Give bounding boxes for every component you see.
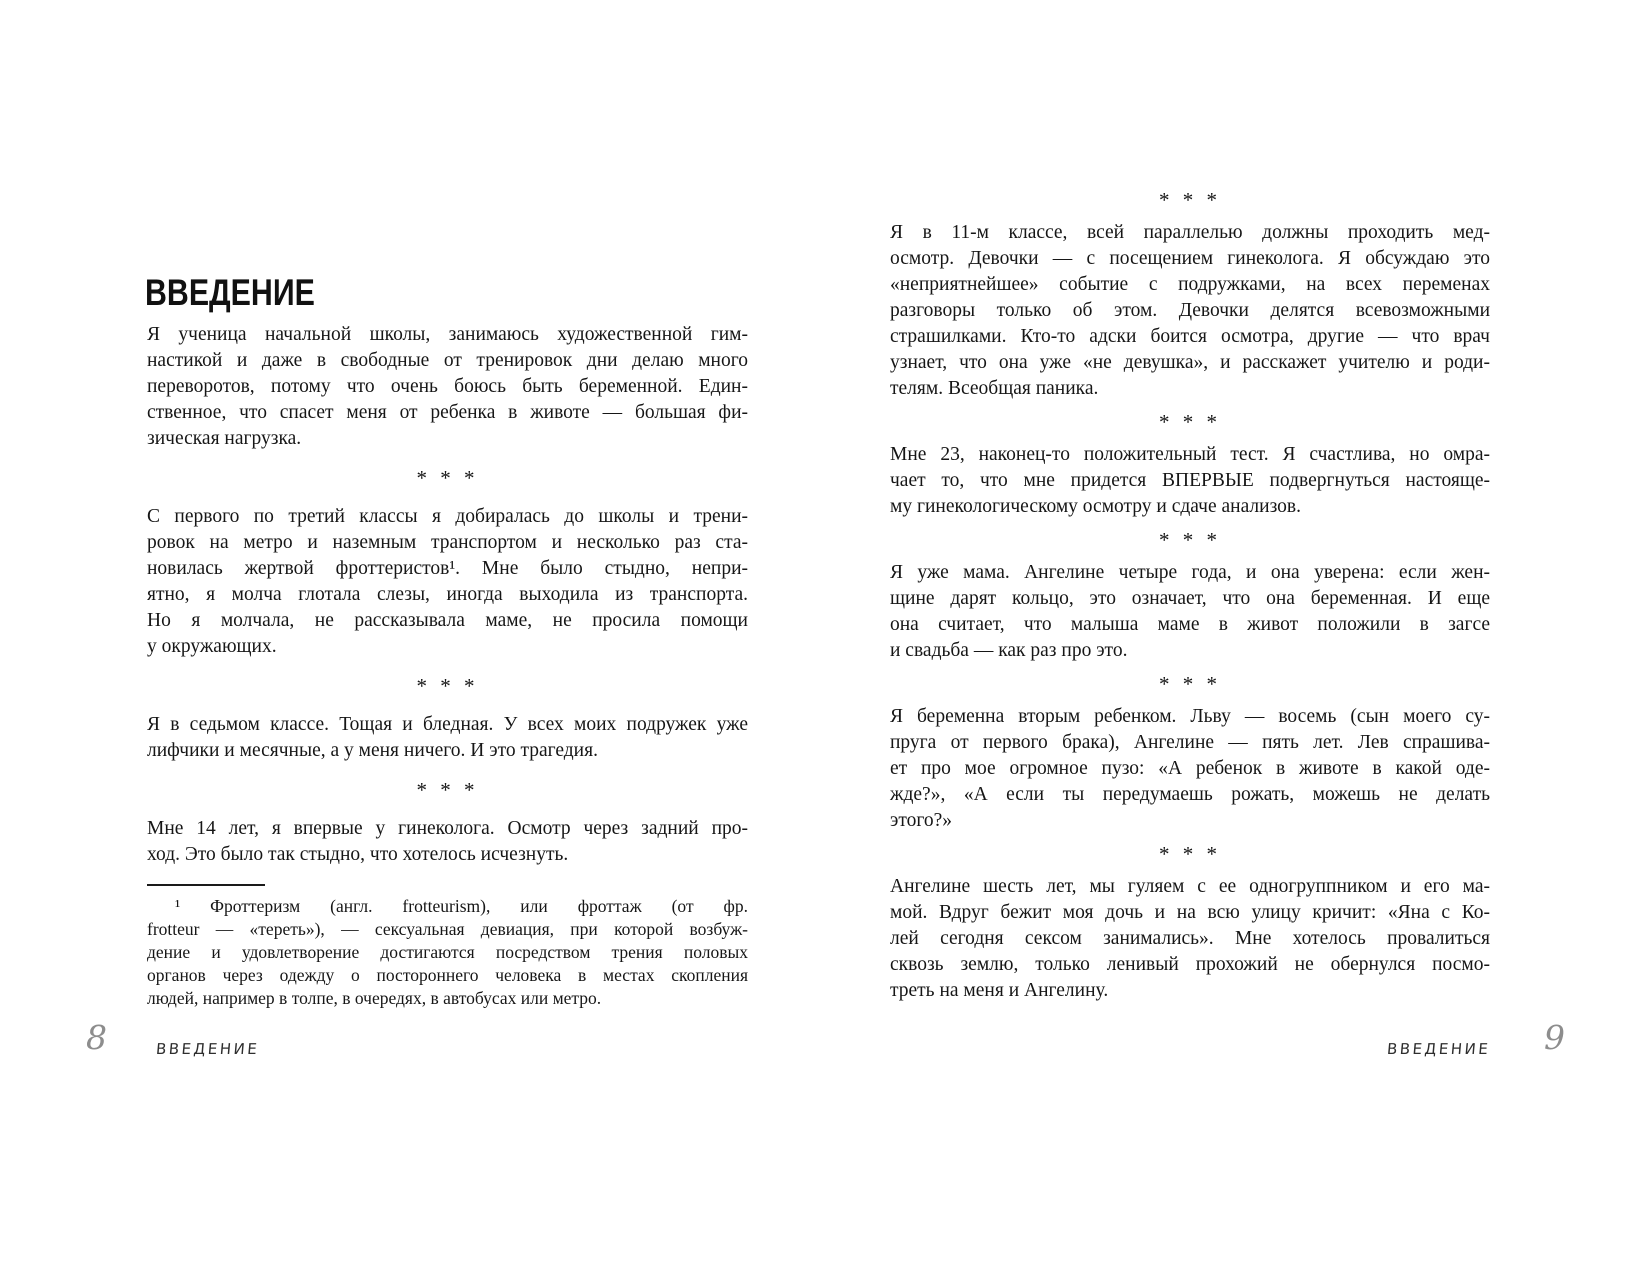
paragraph bbox=[147, 816, 748, 868]
footnote-line: людей, например в толпе, в очередях, в автобусах или метро. bbox=[147, 988, 602, 1008]
text-line: треть на меня и Ангелину. bbox=[890, 980, 1109, 1001]
text-line: сквозь землю, только ленивый прохожий не обернулся посмо- bbox=[890, 954, 1490, 975]
text-line: и свадьба — как раз про это. bbox=[890, 640, 1128, 661]
section-separator: * * * bbox=[416, 466, 479, 490]
text-line: страшилками. Кто-то адски боится осмотра, другие — что врач bbox=[890, 326, 1490, 347]
text-line: Но я молчала, не рассказывала маме, не просила помощи bbox=[147, 610, 748, 631]
running-title-right: ВВЕДЕНИЕ bbox=[1385, 1040, 1491, 1058]
text-line: му гинекологическому осмотру и сдаче анализов. bbox=[890, 496, 1302, 517]
text-line: узнает, что она уже «не девушка», и расскажет учителю и роди- bbox=[890, 352, 1490, 373]
text-line: Я беременна вторым ребенком. Льву — восемь (сын моего су- bbox=[890, 706, 1490, 727]
text-line: Мне 14 лет, я впервые у гинеколога. Осмотр через задний про- bbox=[147, 818, 748, 839]
text-line: «неприятнейшее» событие с подружками, на всех переменах bbox=[890, 274, 1490, 295]
text-line: телям. Всеобщая паника. bbox=[890, 378, 1099, 399]
paragraph bbox=[890, 220, 1490, 402]
paragraph bbox=[147, 322, 748, 452]
text-line: ет про мое огромное пузо: «А ребенок в животе в какой оде- bbox=[890, 758, 1490, 779]
section-separator: * * * bbox=[416, 778, 479, 802]
text-line: жде?», «А если ты передумаешь рожать, можешь не делать bbox=[890, 784, 1490, 805]
text-line: пруга от первого брака), Ангелине — пять лет. Лев спрашива- bbox=[890, 732, 1490, 753]
text-line: этого?» bbox=[890, 810, 953, 831]
text-line: лифчики и месячные, а у меня ничего. И это трагедия. bbox=[147, 740, 598, 761]
footnote-line: органов через одежду о постороннего человека в местах скопления bbox=[147, 965, 748, 985]
footnote bbox=[147, 884, 748, 1010]
text-line: Ангелине шесть лет, мы гуляем с ее одногруппником и его ма- bbox=[890, 876, 1490, 897]
left-page-body bbox=[147, 322, 748, 868]
text-line: ход. Это было так стыдно, что хотелось исчезнуть. bbox=[147, 844, 569, 865]
paragraph bbox=[890, 874, 1490, 1004]
footnote-rule bbox=[147, 884, 265, 886]
text-line: разговоры только об этом. Девочки делятся всевозможными bbox=[890, 300, 1490, 321]
text-line: ровок на метро и наземным транспортом и несколько раз ста- bbox=[147, 532, 748, 553]
text-line: ственное, что спасет меня от ребенка в животе — большая фи- bbox=[147, 402, 748, 423]
text-line: новилась жертвой фроттеристов¹. Мне было стыдно, непри- bbox=[147, 558, 748, 579]
text-line: она считает, что малыша маме в живот положили в загсе bbox=[890, 614, 1490, 635]
page-number-left: 8 bbox=[86, 1018, 107, 1057]
running-title-left: ВВЕДЕНИЕ bbox=[155, 1040, 261, 1058]
text-line: переворотов, потому что очень боюсь быть беременной. Един- bbox=[147, 376, 748, 397]
text-line: Я в 11-м классе, всей параллелью должны проходить мед- bbox=[890, 222, 1490, 243]
page-number-right: 9 bbox=[1544, 1018, 1565, 1057]
text-line: зическая нагрузка. bbox=[147, 428, 302, 449]
text-line: Мне 23, наконец-то положительный тест. Я счастлива, но омра- bbox=[890, 444, 1490, 465]
paragraph bbox=[890, 442, 1490, 520]
paragraph bbox=[890, 560, 1490, 664]
paragraph bbox=[147, 504, 748, 660]
text-line: чает то, что мне придется ВПЕРВЫЕ подвергнуться настояще- bbox=[890, 470, 1490, 491]
paragraph bbox=[147, 712, 748, 764]
text-line: С первого по третий классы я добиралась до школы и трени- bbox=[147, 506, 748, 527]
footnote-line: ¹ Фроттеризм (англ. frotteurism), или фроттаж (от фр. bbox=[175, 896, 748, 916]
text-line: Я уже мама. Ангелине четыре года, и она уверена: если жен- bbox=[890, 562, 1490, 583]
text-line: мой. Вдруг бежит моя дочь и на всю улицу кричит: «Яна с Ко- bbox=[890, 902, 1490, 923]
section-separator: * * * bbox=[1159, 842, 1221, 866]
text-line: ятно, я молча глотала слезы, иногда выходила из транспорта. bbox=[147, 584, 748, 605]
chapter-heading: ВВЕДЕНИЕ bbox=[145, 272, 315, 313]
right-page-body bbox=[890, 180, 1490, 1004]
text-line: настикой и даже в свободные от тренировок дни делаю много bbox=[147, 350, 748, 371]
footnote-line: frotteur — «тереть»), — сексуальная девиация, при которой возбуж- bbox=[147, 919, 748, 939]
section-separator: * * * bbox=[1159, 528, 1221, 552]
section-separator: * * * bbox=[1159, 410, 1221, 434]
footnote-text bbox=[147, 895, 748, 1010]
paragraph bbox=[890, 704, 1490, 834]
section-separator: * * * bbox=[416, 674, 479, 698]
section-separator: * * * bbox=[1159, 672, 1221, 696]
footnote-line: дение и удовлетворение достигаются посредством трения половых bbox=[147, 942, 748, 962]
text-line: щине дарят кольцо, это означает, что она беременная. И еще bbox=[890, 588, 1490, 609]
text-line: Я в седьмом классе. Тощая и бледная. У всех моих подружек уже bbox=[147, 714, 748, 735]
text-line: осмотр. Девочки — с посещением гинеколога. Я обсуждаю это bbox=[890, 248, 1490, 269]
text-line: Я ученица начальной школы, занимаюсь художественной гим- bbox=[147, 324, 748, 345]
section-separator: * * * bbox=[1159, 188, 1221, 212]
text-line: лей сегодня сексом занимались». Мне хотелось провалиться bbox=[890, 928, 1490, 949]
text-line: у окружающих. bbox=[147, 636, 277, 657]
